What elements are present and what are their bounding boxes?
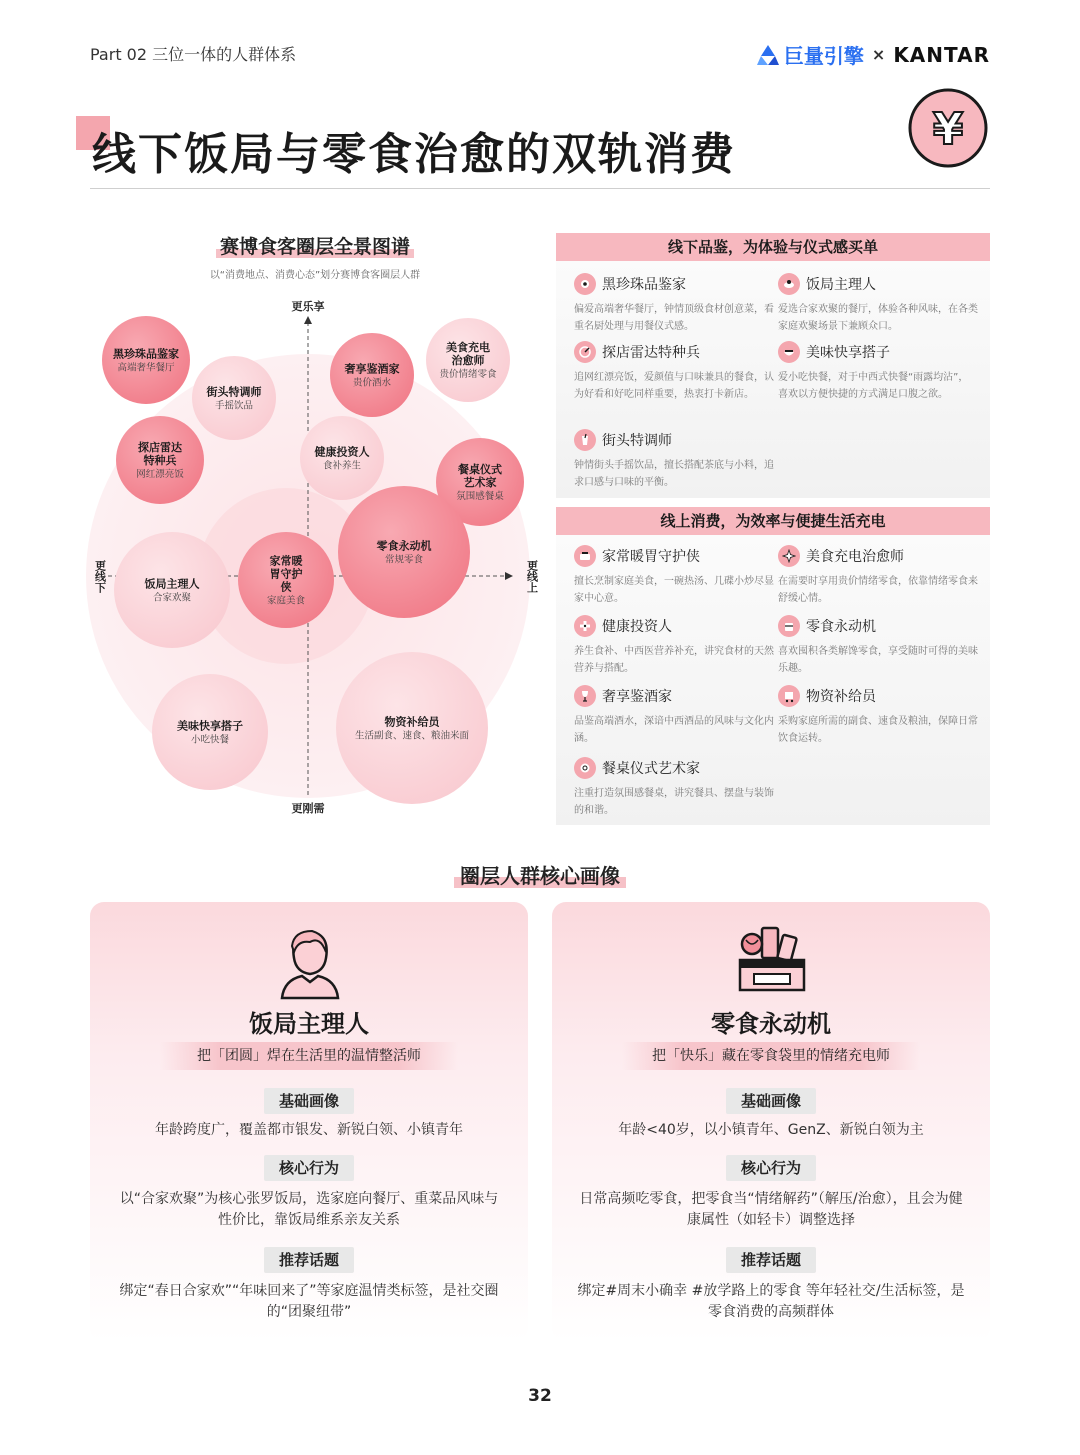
juliang-text: 巨量引擎 <box>783 44 864 68</box>
basic-tag: 基础画像 <box>264 1088 354 1114</box>
item-name: 零食永动机 <box>806 619 876 635</box>
bubble-desc: 常规零食 <box>384 554 424 566</box>
card-name: 零食永动机 <box>711 1010 831 1038</box>
portrait-card-fanju <box>90 902 528 1342</box>
bubble-desc: 贵价情绪零食 <box>439 369 497 380</box>
item-desc: 喜欢囤积各类解馋零食，享受随时可得的美味乐趣。 <box>778 646 978 674</box>
bowl-icon <box>778 341 800 363</box>
bubble-name: 家常暖 <box>269 554 303 568</box>
brand-logos <box>756 40 990 69</box>
part-label: Part 02 三位一体的人群体系 <box>90 45 297 64</box>
bubble-name: 餐桌仪式 <box>458 463 502 476</box>
juliang-logo <box>756 40 864 69</box>
sparkle-icon <box>778 545 800 567</box>
item-name: 黑珍珠品鉴家 <box>602 277 686 293</box>
item-name: 饭局主理人 <box>806 277 876 293</box>
offline-panel <box>556 261 990 498</box>
meeting-icon <box>778 273 800 295</box>
bubble-name: 健康投资人 <box>314 445 370 459</box>
online-item-canzhuo <box>574 757 774 819</box>
basic-text: 年龄跨度广，覆盖都市银发、新锐白领、小镇青年 <box>155 1122 463 1138</box>
basic-text: 年龄<40岁，以小镇青年、GenZ、新锐白领为主 <box>618 1122 924 1138</box>
bubble-name: 物资补给员 <box>384 715 440 729</box>
bubble-desc: 氛围感餐桌 <box>456 491 504 502</box>
bubble-desc: 家庭美食 <box>266 595 306 607</box>
online-panel <box>556 535 990 825</box>
bubble-desc: 高端奢华餐厅 <box>117 362 175 374</box>
title-divider <box>90 188 990 189</box>
page-number: 32 <box>528 1386 552 1406</box>
item-name: 探店雷达特种兵 <box>602 345 700 361</box>
axis-right-label: 更线上 <box>525 560 539 593</box>
item-name: 餐桌仪式艺术家 <box>602 761 700 777</box>
bubble-name: 美食充电 <box>446 341 490 354</box>
item-name: 街头特调师 <box>602 433 672 449</box>
radar-icon <box>574 341 596 363</box>
bubble-name: 美味快享搭子 <box>177 719 243 733</box>
logo-times: × <box>871 45 886 64</box>
offline-item-kuaixiang <box>778 341 978 403</box>
bubble-desc: 生活副食、速食、粮油米面 <box>354 730 470 742</box>
item-desc: 在需要时享用贵价情绪零食，依靠情绪零食来舒缓心情。 <box>778 576 978 604</box>
yen-badge-icon <box>906 86 990 170</box>
online-header: 线上消费，为效率与便捷生活充电 <box>556 507 990 535</box>
health-icon <box>574 615 596 637</box>
bubble-name: 胃守护 <box>269 567 303 581</box>
item-desc: 养生食补、中西医营养补充，讲究食材的天然营养与搭配。 <box>574 646 774 674</box>
bubble-name: 侠 <box>280 580 292 594</box>
tableware-icon <box>574 757 596 779</box>
basic-tag: 基础画像 <box>726 1088 816 1114</box>
bubble-2 <box>192 356 276 440</box>
item-name: 奢享鉴酒家 <box>602 689 672 705</box>
cart-icon <box>778 685 800 707</box>
behavior-text: 日常高频吃零食，把零食当“情绪解药”（解压/治愈），且会为健康属性（如轻卡）调整选择 <box>579 1191 963 1228</box>
bubble-1 <box>102 316 190 404</box>
persona-map <box>86 290 546 820</box>
bubble-9 <box>238 532 334 628</box>
item-name: 美食充电治愈师 <box>806 549 904 565</box>
pot-icon <box>574 545 596 567</box>
bubble-4 <box>426 318 510 402</box>
bubble-desc: 网红漂亮饭 <box>136 469 184 480</box>
drink-icon <box>574 429 596 451</box>
online-item-lingshi <box>778 615 978 677</box>
card-slogan: 把「快乐」藏在零食袋里的情绪充电师 <box>622 1042 920 1070</box>
item-desc: 钟情街头手摇饮品，擅长搭配茶底与小料，追求口感与口味的平衡。 <box>574 460 774 488</box>
item-desc: 采购家庭所需的副食、速食及粮油，保障日常饮食运转。 <box>778 716 978 744</box>
item-name: 美味快享搭子 <box>806 345 890 361</box>
snack-icon <box>778 615 800 637</box>
bubble-5 <box>300 416 384 500</box>
offline-item-heizhenzhu <box>574 273 774 335</box>
offline-item-fanju <box>778 273 978 335</box>
person-icon <box>270 922 350 1002</box>
portrait-card-lingshi <box>552 902 990 1342</box>
item-desc: 擅长烹制家庭美食，一碗热汤、几碟小炒尽显家中心意。 <box>574 576 774 604</box>
juliang-mark-icon <box>756 44 780 66</box>
topic-tag: 推荐话题 <box>726 1247 816 1273</box>
map-subtitle: 以“消费地点、消费心态”划分赛博食客圈层人群 <box>209 270 421 281</box>
bubble-11 <box>152 674 268 790</box>
bubble-name: 艺术家 <box>463 476 497 489</box>
behavior-tag: 核心行为 <box>264 1155 354 1181</box>
item-desc: 品鉴高端酒水，深谙中西酒品的风味与文化内涵。 <box>574 716 774 744</box>
axis-bottom-label: 更刚需 <box>291 802 325 815</box>
bubble-8 <box>338 486 470 618</box>
topic-text: 绑定#周末小确幸 #放学路上的零食 等年轻社交/生活标签，是零食消费的高频群体 <box>577 1283 965 1320</box>
behavior-text: 以“合家欢聚”为核心张罗饭局，选家庭向餐厅、重菜品风味与性价比，靠饭局维系亲友关系 <box>119 1191 499 1228</box>
item-desc: 爱选合家欢聚的餐厅，体验各种风味，在各类家庭欢聚场景下兼顾众口。 <box>778 304 978 332</box>
wine-icon <box>574 685 596 707</box>
item-name: 物资补给员 <box>806 689 876 705</box>
offline-item-tandian <box>574 341 774 403</box>
bubble-desc: 食补养生 <box>322 460 362 472</box>
bubble-name: 治愈师 <box>451 354 485 367</box>
page-title: 线下饭局与零食治愈的双轨消费 <box>92 129 736 180</box>
yen-symbol: ¥ <box>932 104 964 155</box>
offline-item-tediao <box>574 429 774 491</box>
bubble-name: 饭局主理人 <box>144 577 200 591</box>
portraits-title: 圈层人群核心画像 <box>340 860 740 889</box>
bubble-desc: 合家欢聚 <box>152 592 192 604</box>
online-item-jiankang <box>574 615 774 677</box>
behavior-tag: 核心行为 <box>726 1155 816 1181</box>
item-desc: 偏爱高端奢华餐厅，钟情顶级食材创意菜，看重名厨处理与用餐仪式感。 <box>574 304 774 332</box>
bubble-name: 探店雷达 <box>138 441 182 454</box>
bubble-desc: 小吃快餐 <box>190 734 230 746</box>
axis-left-label: 更线下 <box>93 560 107 593</box>
card-slogan: 把「团圆」焊在生活里的温情整活师 <box>160 1042 458 1070</box>
map-title: 赛博食客圈层全景图谱 <box>120 232 510 259</box>
kantar-logo: KANTAR <box>893 42 990 67</box>
item-name: 健康投资人 <box>602 619 672 635</box>
bubble-10 <box>114 532 230 648</box>
bubble-12 <box>336 652 488 804</box>
topic-tag: 推荐话题 <box>264 1247 354 1273</box>
online-item-jianjiu <box>574 685 774 747</box>
snack-box-icon <box>732 922 812 1002</box>
bubble-name: 黑珍珠品鉴家 <box>113 347 179 361</box>
online-item-wuzi <box>778 685 978 747</box>
topic-text: 绑定“春日合家欢”“年味回来了”等家庭温情类标签，是社交圈的“团聚纽带” <box>119 1283 499 1320</box>
online-item-jiachang <box>574 545 774 607</box>
bubble-6 <box>116 416 204 504</box>
offline-header: 线下品鉴，为体验与仪式感买单 <box>556 233 990 261</box>
online-item-chongdian <box>778 545 978 607</box>
item-desc: 注重打造氛围感餐桌，讲究餐具、摆盘与装饰的和谐。 <box>574 788 774 816</box>
bubble-desc: 贵价酒水 <box>352 377 392 389</box>
bubble-desc: 手摇饮品 <box>214 400 254 412</box>
item-desc: 爱小吃快餐，对于中西式快餐“雨露均沾”，喜欢以方便快捷的方式满足口腹之欲。 <box>778 372 969 400</box>
item-desc: 追网红漂亮饭，爱颜值与口味兼具的餐食，认为好看和好吃同样重要，热衷打卡新店。 <box>574 372 774 400</box>
pearl-icon <box>574 273 596 295</box>
bubble-name: 零食永动机 <box>376 539 432 553</box>
bubble-3 <box>330 333 414 417</box>
card-name: 饭局主理人 <box>249 1010 369 1038</box>
bubble-name: 奢享鉴酒家 <box>344 362 400 376</box>
item-name: 家常暖胃守护侠 <box>602 549 700 565</box>
bubble-name: 特种兵 <box>143 454 177 467</box>
axis-top-label: 更乐享 <box>291 300 325 313</box>
bubble-name: 街头特调师 <box>206 385 262 399</box>
